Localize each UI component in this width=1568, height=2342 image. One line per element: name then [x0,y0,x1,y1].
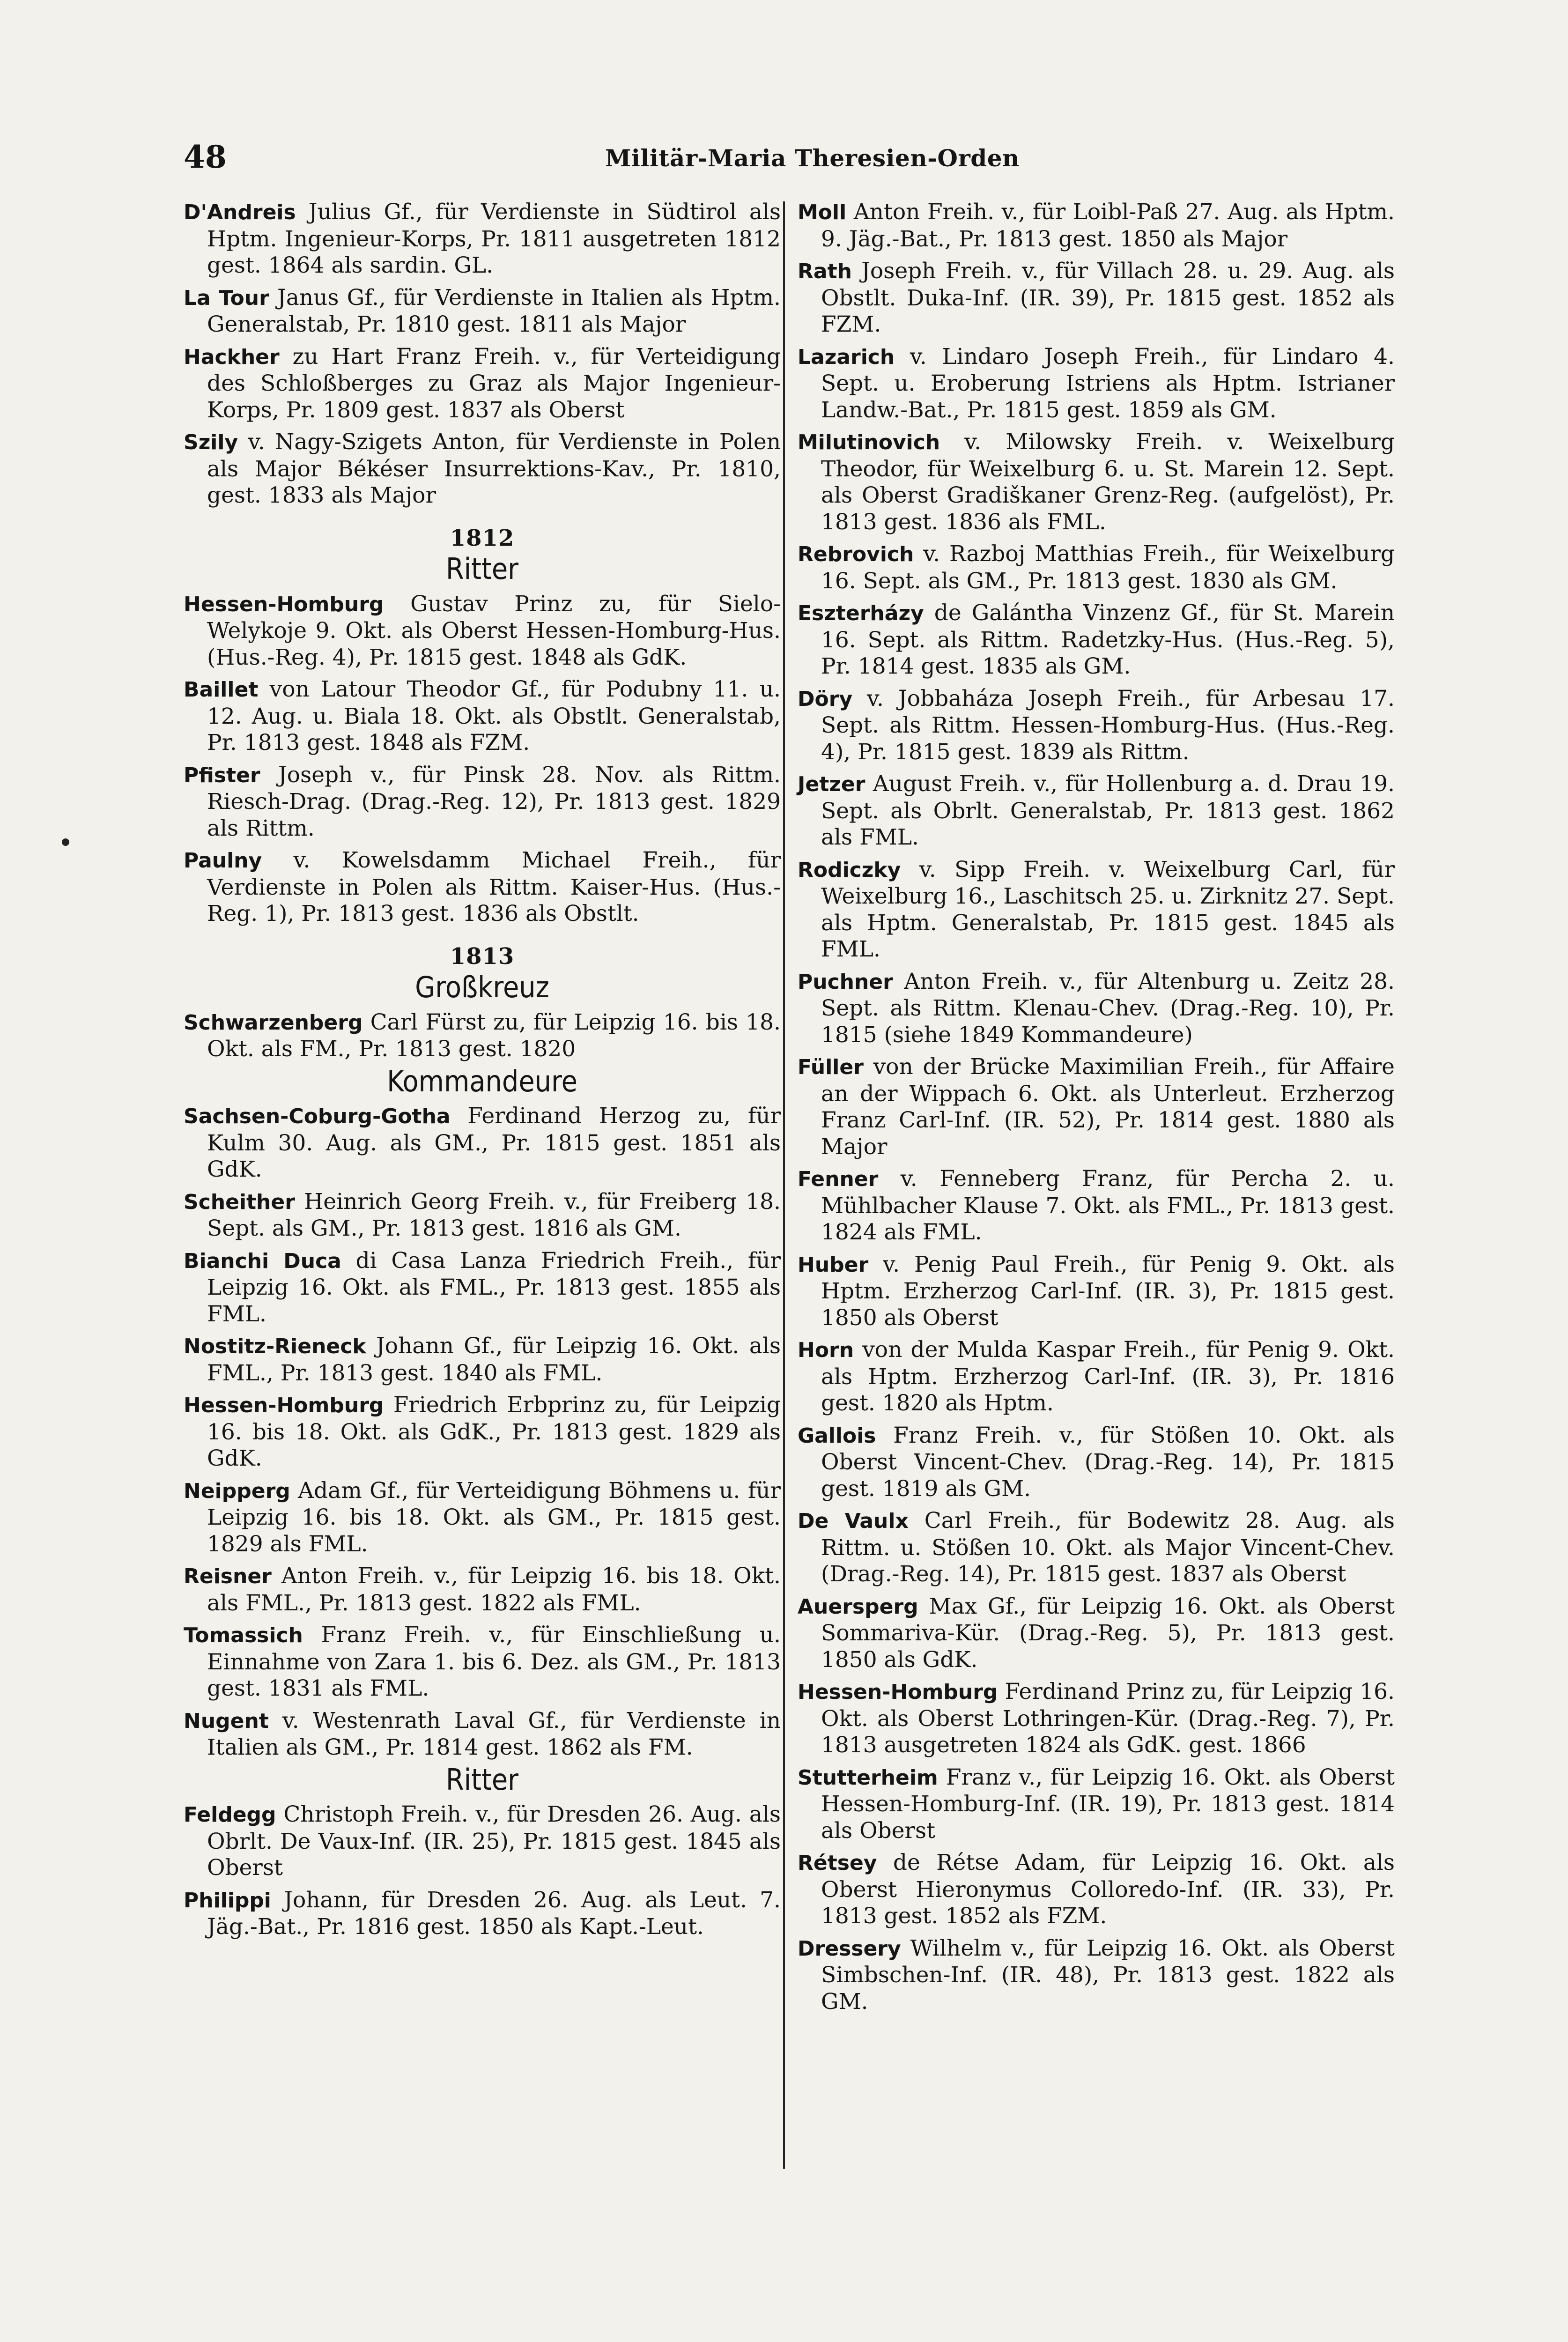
entry-text: v. Fenneberg Franz, für Percha 2. u. Mühlbacher Klause 7. Okt. als FML., Pr. 1813 gest. 1824 als FML. [821,1166,1395,1245]
year-heading-1812: 1812 [450,525,515,551]
register-entry [798,344,1395,424]
entry-text: von der Brücke Maximilian Freih., für Affaire an der Wippach 6. Okt. als Unterleut. Erzherzog Franz Carl-Inf. (IR. 52), Pr. 1814 gest. 1880 als Major [821,1054,1395,1160]
entry-name: Gallois [798,1423,876,1448]
entry-text: Franz v., für Leipzig 16. Okt. als Oberst Hessen-Homburg-Inf. (IR. 19), Pr. 1813 gest. 1814 als Oberst [821,1764,1395,1844]
entry-text: v. Penig Paul Freih., für Penig 9. Okt. als Hptm. Erzherzog Carl-Inf. (IR. 3), Pr. 1815 gest. 1850 als Oberst [821,1251,1395,1331]
entry-text: Friedrich Erbprinz zu, für Leipzig 16. bis 18. Okt. als GdK., Pr. 1813 gest. 1829 als GdK. [207,1392,781,1471]
entry-text: Joseph Freih. v., für Villach 28. u. 29. Aug. als Obstlt. Duka-Inf. (IR. 39), Pr. 1815 gest. 1852 als FZM. [821,258,1395,337]
register-entry [184,847,781,927]
register-entry [798,1935,1395,2016]
register-entry [184,1333,781,1386]
register-entry [184,1622,781,1702]
entry-name: Füller [798,1055,864,1079]
kommandeure-entries [184,1103,781,1761]
entry-text: Heinrich Georg Freih. v., für Freiberg 18. Sept. als GM., Pr. 1813 gest. 1816 als GM. [207,1188,781,1241]
entry-text: Max Gf., für Leipzig 16. Okt. als Oberst Sommariva-Kür. (Drag.-Reg. 5), Pr. 1813 gest. 1850 als GdK. [821,1593,1395,1673]
entry-text: v. Sipp Freih. v. Weixelburg Carl, für Weixelburg 16., Laschitsch 25. u. Zirknitz 27. Sept. als Hptm. Generalstab, Pr. 1815 gest. 1845 als FML. [821,856,1395,962]
entry-text: v. Kowelsdamm Michael Freih., für Verdienste in Polen als Rittm. Kaiser-Hus. (Hus.-Reg. 1), Pr. 1813 gest. 1836 als Obstlt. [207,847,781,926]
entry-name: Fenner [798,1167,879,1191]
register-entry [798,1508,1395,1588]
entry-text: Ferdinand Herzog zu, für Kulm 30. Aug. als GM., Pr. 1815 gest. 1851 als GdK. [207,1103,781,1182]
register-entry [798,1850,1395,1930]
register-entry [184,1189,781,1242]
entry-text: di Casa Lanza Friedrich Freih., für Leipzig 16. Okt. als FML., Pr. 1813 gest. 1855 als FML. [207,1247,781,1327]
register-entry [798,1764,1395,1845]
register-entry [184,1392,781,1472]
entry-text: Johann, für Dresden 26. Aug. als Leut. 7. Jäg.-Bat., Pr. 1816 gest. 1850 als Kapt.-Leut. [207,1887,781,1940]
entry-name: Rétsey [798,1851,877,1875]
entry-text: v. Razboj Matthias Freih., für Weixelburg 16. Sept. als GM., Pr. 1813 gest. 1830 als GM. [821,541,1395,594]
register-entry [798,1252,1395,1332]
entry-name: Rodiczky [798,858,901,882]
entry-text: von Latour Theodor Gf., für Podubny 11. u. 12. Aug. u. Biala 18. Okt. als Obstlt. Generalstab, Pr. 1813 gest. 1848 als FZM. [207,676,781,756]
entry-name: Lazarich [798,345,895,369]
entry-name: Döry [798,687,853,711]
entry-name: Schwarzenberg [184,1010,363,1035]
entry-name: Pfister [184,763,260,787]
entry-name: Paulny [184,849,262,873]
entry-text: Joseph v., für Pinsk 28. Nov. als Rittm. Riesch-Drag. (Drag.-Reg. 12), Pr. 1813 gest. 1829 als Rittm. [207,762,781,841]
register-entry [798,600,1395,680]
entry-text: Gustav Prinz zu, für Sielo-Welykoje 9. Okt. als Oberst Hessen-Homburg-Hus. (Hus.-Reg. 4), Pr. 1815 gest. 1848 als GdK. [207,591,781,670]
register-entry [184,199,781,279]
register-entry [184,1708,781,1761]
entry-name: Puchner [798,970,893,994]
left-top-entries [184,199,781,509]
entry-name: Nugent [184,1709,269,1733]
kommandeure-heading: Kommandeure [387,1064,577,1098]
register-entry [184,285,781,338]
entry-text: Johann Gf., für Leipzig 16. Okt. als FML., Pr. 1813 gest. 1840 als FML. [207,1333,781,1386]
register-entry [184,1801,781,1882]
entry-name: Huber [798,1253,869,1277]
entry-text: Anton Freih. v., für Leipzig 16. bis 18. Okt. als FML., Pr. 1813 gest. 1822 als FML. [207,1563,781,1616]
register-entry [798,541,1395,594]
entry-text: Wilhelm v., für Leipzig 16. Okt. als Oberst Simbschen-Inf. (IR. 48), Pr. 1813 gest. 1822 als GM. [821,1935,1395,2015]
register-entry [184,591,781,671]
entry-text: Ferdinand Prinz zu, für Leipzig 16. Okt. als Oberst Lothringen-Kür. (Drag.-Reg. 7), Pr. 1813 ausgetreten 1824 als GdK. gest. 1866 [821,1679,1395,1758]
ritter-1812-entries [184,591,781,927]
entry-name: De Vaulx [798,1509,909,1533]
register-entry [184,1009,781,1063]
entry-text: Franz Freih. v., für Einschließung u. Einnahme von Zara 1. bis 6. Dez. als GM., Pr. 1813 gest. 1831 als FML. [207,1622,781,1701]
entry-name: Hackher [184,345,280,369]
register-entry [798,1679,1395,1759]
entry-name: Hessen-Homburg [798,1680,998,1704]
entry-name: Eszterházy [798,601,924,625]
entry-name: Reisner [184,1564,272,1588]
ritter-heading-1813: Ritter [445,1762,519,1797]
left-column [184,199,781,1946]
register-entry [184,762,781,842]
entry-text: Anton Freih. v., für Altenburg u. Zeitz 28. Sept. als Rittm. Klenau-Chev. (Drag.-Reg. 10), Pr. 1815 (siehe 1849 Kommandeure) [821,968,1395,1048]
register-entry [184,676,781,756]
register-entry [184,1563,781,1616]
entry-name: Milutinovich [798,430,940,454]
running-head: Militär-Maria Theresien-Orden [605,144,1020,172]
entry-text: Janus Gf., für Verdienste in Italien als Hptm. Generalstab, Pr. 1810 gest. 1811 als Major [207,284,781,337]
entry-name: Feldegg [184,1803,276,1827]
entry-text: Anton Freih. v., für Loibl-Paß 27. Aug. als Hptm. 9. Jäg.-Bat., Pr. 1813 gest. 1850 als Major [821,199,1395,252]
register-entry [798,1166,1395,1246]
grosskreuz-entries [184,1009,781,1063]
entry-text: Julius Gf., für Verdienste in Südtirol als Hptm. Ingenieur-Korps, Pr. 1811 ausgetreten 1812 gest. 1864 als sardin. GL. [207,199,781,278]
entry-text: v. Lindaro Joseph Freih., für Lindaro 4. Sept. u. Eroberung Istriens als Hptm. Istrianer Landw.-Bat., Pr. 1815 gest. 1859 als GM. [821,343,1395,423]
register-entry [798,1423,1395,1503]
right-column [798,199,1395,2021]
entry-name: Rath [798,259,852,283]
entry-text: Franz Freih. v., für Stößen 10. Okt. als Oberst Vincent-Chev. (Drag.-Reg. 14), Pr. 1815 gest. 1819 als GM. [821,1422,1395,1502]
ritter-1813-entries [184,1801,781,1941]
register-entry [798,686,1395,766]
entry-text: v. Nagy-Szigets Anton, für Verdienste in Polen als Major Békéser Insurrektions-Kav., Pr. 1810, gest. 1833 als Major [207,429,781,508]
entry-name: Stutterheim [798,1765,938,1790]
register-entry [798,771,1395,851]
entry-name: Auersperg [798,1594,918,1619]
entry-name: Hessen-Homburg [184,1393,384,1417]
register-entry [184,1478,781,1558]
entry-text: Christoph Freih. v., für Dresden 26. Aug. als Obrlt. De Vaux-Inf. (IR. 25), Pr. 1815 gest. 1845 als Oberst [207,1801,781,1881]
page-header [184,139,1020,181]
entry-name: D'Andreis [184,200,296,224]
register-entry [798,1337,1395,1417]
entry-name: Dressery [798,1936,901,1961]
margin-dot [62,838,69,846]
entry-name: Moll [798,200,847,224]
right-entries [798,199,1395,2015]
entry-name: Scheither [184,1190,295,1214]
entry-text: v. Milowsky Freih. v. Weixelburg Theodor, für Weixelburg 6. u. St. Marein 12. Sept. als Oberst Gradiškaner Grenz-Reg. (aufgelöst), Pr. 1813 gest. 1836 als FML. [821,429,1395,535]
entry-text: zu Hart Franz Freih. v., für Verteidigung des Schloßberges zu Graz als Major Ingenieur-Korps, Pr. 1809 gest. 1837 als Oberst [207,343,781,423]
entry-name: Rebrovich [798,542,914,566]
page-number: 48 [184,139,227,175]
register-entry [184,429,781,509]
entry-name: Horn [798,1338,854,1362]
register-entry [798,429,1395,535]
entry-name: Bianchi Duca [184,1249,341,1273]
entry-text: August Freih. v., für Hollenburg a. d. Drau 19. Sept. als Obrlt. Generalstab, Pr. 1813 gest. 1862 als FML. [821,771,1395,850]
register-entry [798,1593,1395,1674]
register-entry [798,1054,1395,1160]
entry-text: v. Westenrath Laval Gf., für Verdienste in Italien als GM., Pr. 1814 gest. 1862 als FM. [207,1707,781,1760]
entry-name: Tomassich [184,1623,303,1647]
column-rule [783,201,785,2169]
entry-text: de Rétse Adam, für Leipzig 16. Okt. als Oberst Hieronymus Colloredo-Inf. (IR. 33), Pr. 1813 gest. 1852 als FZM. [821,1850,1395,1929]
entry-name: Baillet [184,678,259,702]
register-entry [184,344,781,424]
entry-name: Hessen-Homburg [184,592,384,616]
ritter-heading-1812: Ritter [445,552,519,586]
register-entry [184,1103,781,1183]
register-entry [798,258,1395,338]
entry-text: Carl Fürst zu, für Leipzig 16. bis 18. Okt. als FM., Pr. 1813 gest. 1820 [207,1009,781,1062]
entry-text: v. Jobbaháza Joseph Freih., für Arbesau 17. Sept. als Rittm. Hessen-Homburg-Hus. (Hus.-Reg. 4), Pr. 1815 gest. 1839 als Rittm. [821,685,1395,765]
register-entry [184,1887,781,1941]
entry-name: Jetzer [798,772,865,796]
entry-text: Adam Gf., für Verteidigung Böhmens u. für Leipzig 16. bis 18. Okt. als GM., Pr. 1815 gest. 1829 als FML. [207,1477,781,1557]
entry-name: Nostitz-Rieneck [184,1334,366,1358]
entry-name: Neipperg [184,1479,290,1503]
register-entry [798,199,1395,252]
entry-name: Sachsen-Coburg-Gotha [184,1104,451,1128]
entry-name: Philippi [184,1888,271,1912]
grosskreuz-heading: Großkreuz [415,970,549,1004]
register-entry [184,1248,781,1328]
entry-text: Carl Freih., für Bodewitz 28. Aug. als Rittm. u. Stößen 10. Okt. als Major Vincent-Chev. (Drag.-Reg. 14), Pr. 1815 gest. 1837 als Oberst [821,1508,1395,1587]
entry-name: La Tour [184,286,269,310]
register-entry [798,857,1395,963]
year-heading-1813: 1813 [450,943,515,970]
entry-name: Szily [184,430,238,454]
entry-text: von der Mulda Kaspar Freih., für Penig 9. Okt. als Hptm. Erzherzog Carl-Inf. (IR. 3), Pr. 1816 gest. 1820 als Hptm. [821,1337,1395,1416]
register-entry [798,969,1395,1049]
entry-text: de Galántha Vinzenz Gf., für St. Marein 16. Sept. als Rittm. Radetzky-Hus. (Hus.-Reg. 5), Pr. 1814 gest. 1835 als GM. [821,600,1395,679]
